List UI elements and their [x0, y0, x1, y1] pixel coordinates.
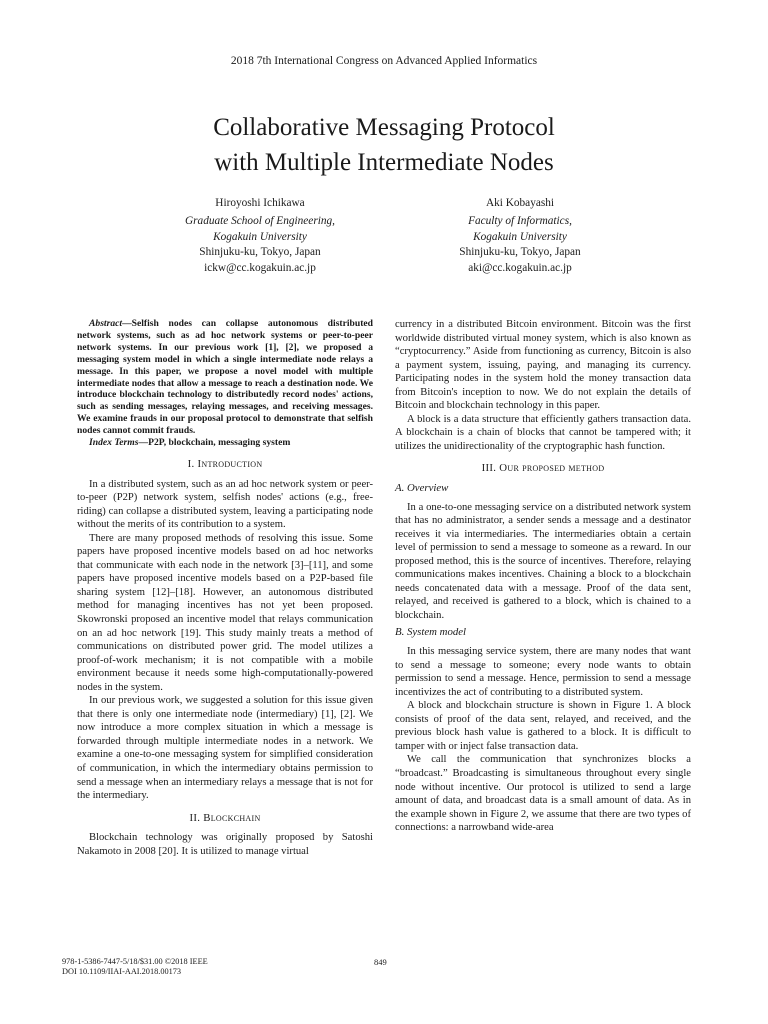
paper-title-line-2: with Multiple Intermediate Nodes [214, 149, 554, 176]
paragraph: In our previous work, we suggested a solution for this issue given that there is only one intermediate node (intermediary) [1], [2]. We now introduce a more complex situation in which a message is forwarded through multiple intermediate nodes in a network. We examine a one-to-one messaging system for simplified consideration of communication, in which the intermediary obtains permission to send a message when an intermediary relays a message that is not for the intermediary. [77, 695, 373, 802]
author-block-1 [130, 196, 390, 276]
right-column [395, 318, 691, 835]
author-block-2 [390, 196, 650, 276]
footer-copyright [62, 957, 208, 977]
index-terms [77, 437, 373, 449]
subsection-heading-overview: A. Overview [395, 482, 449, 495]
subsection-heading-system-model: B. System model [395, 626, 467, 639]
left-column [77, 318, 373, 858]
paragraph: In a distributed system, such as an ad hoc network system or peer-to-peer (P2P) network system, selfish nodes' actions (e.g., free-riding) can collapse a distributed system, leaving a participating node without the merits of its contribution to a system. [77, 478, 373, 531]
index-terms-text: —P2P, blockchain, messaging system [138, 437, 291, 449]
author-email: ickw@cc.kogakuin.ac.jp [204, 261, 316, 274]
author-location: Shinjuku-ku, Tokyo, Japan [199, 246, 321, 259]
abstract-lead: Abstract [89, 318, 123, 329]
author-email: aki@cc.kogakuin.ac.jp [468, 261, 572, 274]
conference-header: 2018 7th International Congress on Advanced Applied Informatics [230, 55, 538, 67]
footer-isbn: 978-1-5386-7447-5/18/$31.00 ©2018 IEEE [62, 957, 208, 966]
paper-title [0, 110, 768, 180]
paragraph: We call the communication that synchronizes blocks a “broadcast.” Broadcasting is simultaneous throughout every single node without incentive. Our protocol is utilized to send a large amount of data, and broadcast data is a small amount of data. As in the example shown in Figure 2, we assume that there are two types of connections: a narrowband wide-area [395, 754, 691, 834]
paragraph: There are many proposed methods of resolving this issue. Some papers have proposed incentive models based on ad hoc networks that communicate with each node in the network [3]–[11], and some papers have proposed incentive models based on a P2P-based file sharing system [12]–[18]. However, an autonomous distributed method for managing incentives has not yet been proposed. Skowronski proposed an incentive model that relays communication on an ad hoc network [19]. This study mainly treats a method of communications on distributed power grid. The model utilizes a proof-of-work mechanism; it is not compatible with a mobile environment because it needs some high-computationally-powered nodes in the system. [77, 532, 373, 693]
author-location: Shinjuku-ku, Tokyo, Japan [459, 246, 581, 259]
section-heading-introduction: I. Introduction [187, 457, 263, 470]
author-affiliation: Kogakuin University [473, 230, 567, 243]
author-affiliation: Faculty of Informatics, [468, 215, 572, 228]
footer-doi: DOI 10.1109/IIAI-AAI.2018.00173 [62, 967, 182, 976]
author-affiliation: Kogakuin University [213, 230, 307, 243]
abstract-text: —Selfish nodes can collapse autonomous distributed network systems, such as ad hoc network systems or peer-to-peer network systems. In our previous work [1], [2], we proposed a messaging system model in which a single intermediate node relays a message. In this paper, we propose a novel model with multiple intermediate nodes that allow a message to reach a destination node. We introduce blockchain technology to distributedly record nodes' actions, such as sending messages, relaying messages, and receiving messages. We examine frauds in our proposal protocol to demonstrate that selfish nodes cannot commit frauds. [77, 318, 373, 437]
paragraph: A block is a data structure that efficiently gathers transaction data. A blockchain is a chain of blocks that cannot be tampered with; it utilizes the unidirectionality of the cryptographic hash function. [395, 413, 691, 452]
author-name: Hiroyoshi Ichikawa [215, 197, 305, 209]
author-name: Aki Kobayashi [485, 197, 555, 209]
abstract [77, 318, 373, 437]
author-affiliation: Graduate School of Engineering, [185, 215, 335, 228]
paragraph: A block and blockchain structure is shown in Figure 1. A block consists of proof of the data sent, relayed, and received, and the previous block hash value is gathered to a block. It is difficult to tamper with or inject false transaction data. [395, 700, 691, 752]
paper-title-line-1: Collaborative Messaging Protocol [213, 114, 555, 141]
paragraph: In this messaging service system, there are many nodes that want to send a message to someone; every node wants to obtain permission to send a message. Hence, permission to send a message incentivizes the act of contributing to a distributed system. [395, 646, 691, 698]
section-heading-proposed-method: III. Our proposed method [481, 462, 605, 475]
paragraph: currency in a distributed Bitcoin environment. Bitcoin was the first worldwide distributed virtual money system, which is also known as “cryptocurrency.” Aside from functioning as currency, Bitcoin is also a payment system, issuing, paying, and managing its currency. Participating nodes in the system hold the money transaction data from Bitcoin's inception to now. We do not explain the details of Bitcoin and blockchain technology in this paper. [395, 319, 691, 412]
paragraph: Blockchain technology was originally proposed by Satoshi Nakamoto in 2008 [20]. It is utilized to manage virtual [77, 832, 373, 857]
paragraph: In a one-to-one messaging service on a distributed network system that has no administrator, a sender sends a message and a destinator receives it via intermediaries. The intermediaries obtain a certain level of permission to send a message to someone as a reward. In our proposed method, this is the source of incentives. Therefore, relaying communications makes incentives. Chaining a block to a blockchain needs concatenated data with a message. Proof of the data sent, relayed, and received is gathered to a block, which is chained to a blockchain. [395, 501, 691, 621]
page-number: 849 [374, 957, 387, 967]
section-heading-blockchain: II. Blockchain [189, 811, 261, 824]
index-terms-lead: Index Terms [89, 437, 139, 449]
